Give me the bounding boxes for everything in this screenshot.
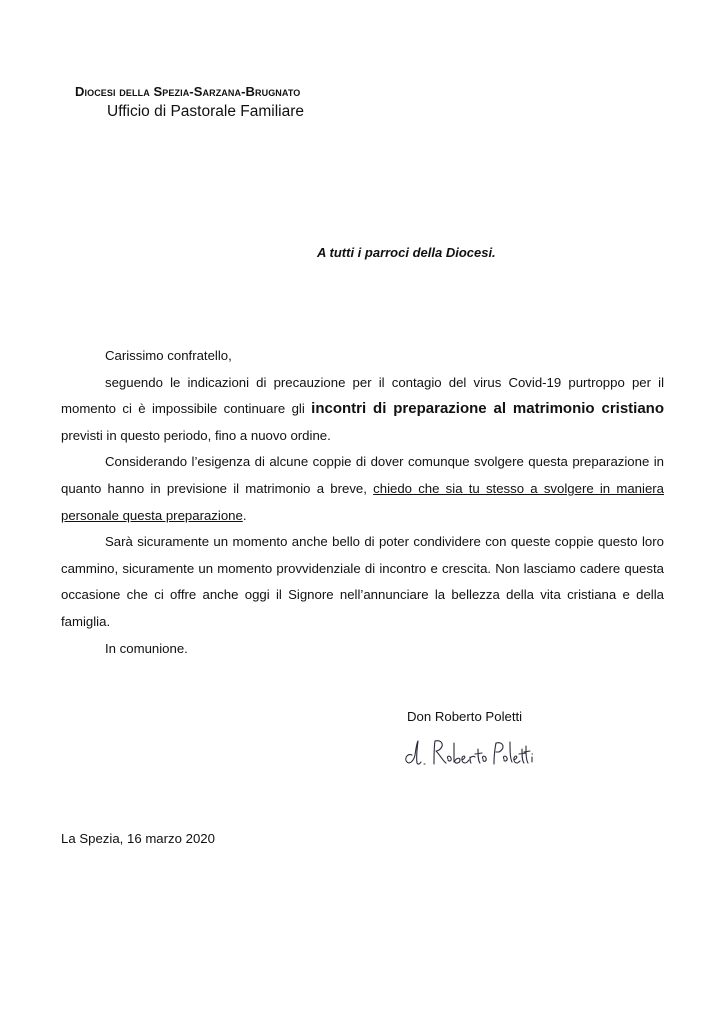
- paragraph-1-emphasis: incontri di preparazione al matrimonio cristiano: [311, 400, 664, 418]
- paragraph-2-underlined: chiedo che sia tu stesso a svolgere in maniera personale questa preparazione: [61, 480, 664, 523]
- letter-body: [61, 343, 664, 662]
- paragraph-2: [61, 449, 664, 529]
- paragraph-1-tail: previsti in questo periodo, fino a nuovo ordine.: [61, 427, 331, 443]
- greeting: Carissimo confratello,: [105, 348, 232, 363]
- diocese-name: [75, 84, 300, 99]
- diocese-name-text: Diocesi della Spezia-Sarzana-Brugnato: [75, 84, 301, 99]
- handwritten-signature: [398, 733, 538, 773]
- paragraph-2-tail: .: [242, 507, 247, 523]
- paragraph-3: Sarà sicuramente un momento anche bello di poter condividere con queste coppie questo loro cammino, sicuramente un momento provvidenziale di incontro e crescita. Non lasciamo cadere questa occasione che ci offre anche oggi il Signore nell’annunciare la bellezza della vita cristiana e della famiglia.: [61, 534, 664, 629]
- recipient-line: A tutti i parroci della Diocesi.: [317, 245, 496, 260]
- place-and-date: La Spezia, 16 marzo 2020: [61, 831, 215, 846]
- signer-name: Don Roberto Poletti: [407, 709, 523, 724]
- paragraph-1-text: seguendo le indicazioni di precauzione per il contagio del virus Covid-19 purtroppo per il momento ci è impossibile continuare gli: [61, 374, 664, 417]
- office-name: Ufficio di Pastorale Familiare: [107, 103, 304, 120]
- paragraph-2-text: Considerando l’esigenza di alcune coppie di dover comunque svolgere questa preparazione in quanto hanno in previsione il matrimonio a breve,: [61, 454, 664, 496]
- paragraph-1: [61, 370, 664, 450]
- closing: In comunione.: [105, 640, 188, 656]
